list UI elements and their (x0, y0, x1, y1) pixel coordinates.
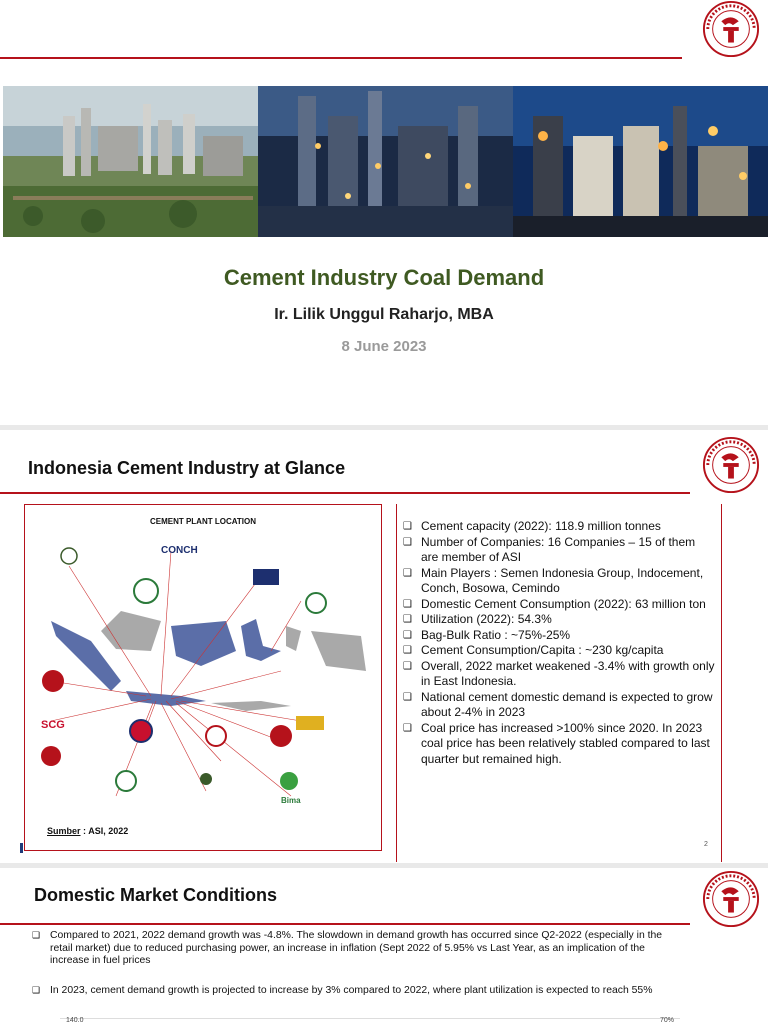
market-conditions-slide (0, 868, 768, 1024)
market-conditions-list (32, 930, 684, 1014)
plant-photo-strip (3, 86, 768, 237)
corner-marker (20, 843, 23, 853)
list-item: ❑ National cement domestic demand is expected to grow about 2-4% in 2023 (403, 690, 715, 721)
presentation-date: 8 June 2023 (341, 338, 427, 355)
list-item: ❑ Cement Consumption/Capita : ~230 kg/capita (403, 643, 715, 659)
indonesia-map (31, 531, 375, 821)
chart-left-tick: 140.0 (66, 1017, 84, 1024)
plant-photo-day (3, 86, 258, 237)
presenter-name: Ir. Lilik Unggul Raharjo, MBA (274, 306, 494, 323)
list-item: ❑ Overall, 2022 market weakened -3.4% with growth only in East Indonesia. (403, 659, 715, 690)
plant-photo-night (513, 86, 768, 237)
map-title: CEMENT PLANT LOCATION (149, 517, 257, 526)
slide-title: Indonesia Cement Industry at Glance (28, 458, 346, 478)
list-item: ❑ Number of Companies: 16 Companies – 15 of them are member of ASI (403, 535, 715, 566)
slide-title: Domestic Market Conditions (34, 885, 278, 905)
source-label: Sumber (47, 826, 81, 836)
bima-logo: Bima (281, 796, 301, 805)
list-item: ❑ Coal price has increased >100% since 2020. In 2023 coal price has been relatively stabled compared to last quarter but remained high. (403, 721, 715, 768)
list-item: ❑ Bag-Bulk Ratio : ~75%-25% (403, 628, 715, 644)
key-facts-list (403, 519, 715, 767)
scg-logo: SCG (41, 719, 65, 731)
list-item: ❑ Cement capacity (2022): 118.9 million tonnes (403, 519, 715, 535)
plant-location-map (24, 504, 382, 851)
conch-logo: CONCH (161, 545, 198, 556)
map-source (47, 826, 128, 836)
page-number: 2 (704, 841, 708, 848)
source-value: : ASI, 2022 (83, 826, 129, 836)
header-rule (0, 57, 682, 59)
list-item: ❑ In 2023, cement demand growth is projected to increase by 3% compared to 2022, where plant utilization is expected to reach 55% (32, 985, 684, 998)
key-facts-panel (396, 504, 722, 862)
asi-logo (702, 870, 760, 928)
chart-top-edge (60, 1018, 680, 1024)
list-item: ❑ Utilization (2022): 54.3% (403, 612, 715, 628)
list-item: ❑ Domestic Cement Consumption (2022): 63 million ton (403, 597, 715, 613)
header-rule (0, 492, 690, 494)
chart-right-tick: 70% (660, 1017, 675, 1024)
title-slide (0, 0, 768, 425)
list-item: ❑ Main Players : Semen Indonesia Group, Indocement, Conch, Bosowa, Cemindo (403, 566, 715, 597)
asi-logo (702, 0, 760, 58)
plant-photo-dusk (258, 86, 513, 237)
asi-logo (702, 436, 760, 494)
header-rule (0, 923, 690, 925)
list-item: ❑ Compared to 2021, 2022 demand growth was -4.8%. The slowdown in demand growth has occurred since Q2-2022 (especially in the retail market) due to reduced purchasing power, an increase in inflation (Sept 2022 of 5.95% vs Last Year, as an implication of the increase in fuel prices (32, 930, 684, 968)
presentation-title: Cement Industry Coal Demand (223, 265, 545, 290)
industry-glance-slide (0, 430, 768, 863)
